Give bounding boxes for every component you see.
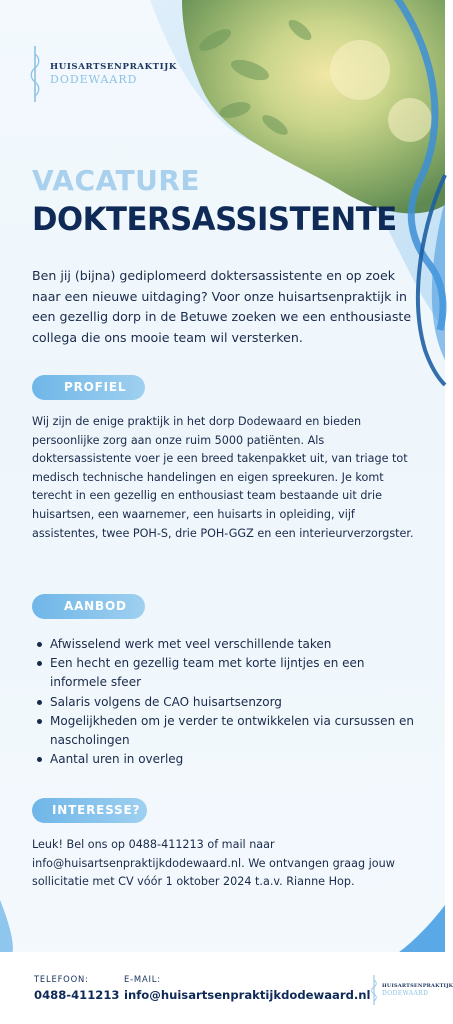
footer <box>0 952 453 1024</box>
list-item: Aantal uren in overleg <box>32 750 417 769</box>
practice-logo <box>28 44 177 104</box>
email-address[interactable]: info@huisartsenpraktijkdodewaard.nl <box>124 988 371 1002</box>
medical-staff-icon <box>28 44 42 104</box>
phone-number[interactable]: 0488-411213 <box>34 988 120 1002</box>
vacancy-kicker: VACATURE <box>32 164 201 197</box>
aanbod-list <box>32 635 417 769</box>
list-item: Een hecht en gezellig team met korte lijntjes en een informele sfeer <box>32 654 417 692</box>
footer-logo-line-1: HUISARTSENPRAKTIJK <box>382 982 453 989</box>
profiel-text: Wij zijn de enige praktijk in het dorp Dodewaard en bieden persoonlijke zorg aan onze ruim 5000 patiënten. Als doktersassistente voer je een breed takenpakket uit, van triage tot medisch technische handelingen en eigen spreekuren. Je komt terecht in een gezellig en enthousiast team bestaande uit drie huisartsen, een waarnemer, een huisarts in opleiding, vijf assistentes, twee POH-S, drie POH-GGZ en een interieurverzorgster. <box>32 415 414 540</box>
intro-text: Ben jij (bijna) gediplomeerd doktersassistente en op zoek naar een nieuwe uitdaging? Voor onze huisartsenpraktijk in een gezellig dorp in de Betuwe zoeken we een enthousiaste collega die ons mooie team wil versterken. <box>32 268 412 345</box>
medical-staff-icon <box>370 974 378 1006</box>
interesse-text: Leuk! Bel ons op 0488-411213 of mail naar info@huisartsenpraktijkdodewaard.nl. We ontvangen graag jouw sollicitatie met CV vóór 1 oktober 2024 t.a.v. Rianne Hop. <box>32 838 395 889</box>
footer-logo-line-2: DODEWAARD <box>382 989 429 997</box>
profiel-label: PROFIEL <box>32 375 145 400</box>
footer-logo <box>370 974 453 1006</box>
email-label: E-MAIL: <box>124 974 161 984</box>
interesse-label: INTERESSE? <box>32 798 147 823</box>
vacancy-title: DOKTERSASSISTENTE <box>32 200 397 238</box>
phone-label: TELEFOON: <box>34 974 89 984</box>
list-item: Mogelijkheden om je verder te ontwikkelen via cursussen en nascholingen <box>32 712 417 750</box>
list-item: Salaris volgens de CAO huisartsenzorg <box>32 693 417 712</box>
aanbod-label: AANBOD <box>32 594 145 619</box>
logo-line-2: DODEWAARD <box>50 73 138 86</box>
list-item: Afwisselend werk met veel verschillende taken <box>32 635 417 654</box>
logo-line-1: HUISARTSENPRAKTIJK <box>50 62 177 72</box>
